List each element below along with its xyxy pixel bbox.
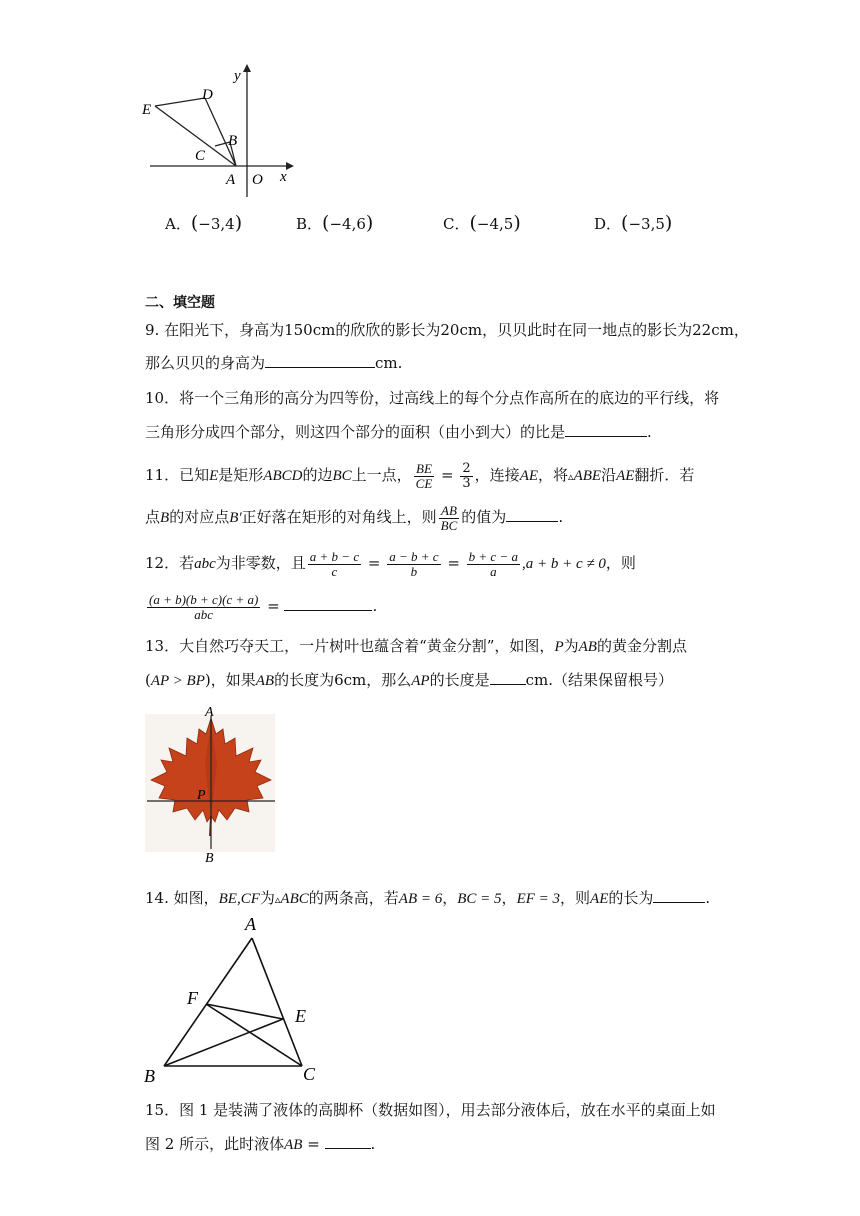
leaf-label-P: P <box>197 788 206 803</box>
q9-answer-blank[interactable] <box>265 353 375 368</box>
leaf-label-B: B <box>205 851 214 866</box>
label-A: A <box>226 172 236 188</box>
q10-line2: 三角形分成四个部分，则这四个部分的面积（由小到大）的比是 . <box>145 423 652 441</box>
q13-line1: 13．大自然巧夺天工，一片树叶也蕴含着“黄金分割”，如图，P为AB的黄金分割点 <box>145 637 687 655</box>
q15-line1: 15．图 1 是装满了液体的高脚杯（数据如图），用去部分液体后，放在水平的桌面上如 <box>145 1101 716 1119</box>
tri-label-A: A <box>245 914 256 934</box>
q11-line1: 11．已知E是矩形ABCD的边BC上一点， $\frac{BE}{CE}$ = $\frac{2}{3}$ ，连接AE，将▵ABE沿AE翻折．若 <box>145 460 695 491</box>
tri-label-F: F <box>187 988 198 1008</box>
q13-answer-blank[interactable] <box>490 670 526 685</box>
q9-line2: 那么贝贝的身高为 cm. <box>145 354 403 372</box>
maple-leaf-figure <box>143 704 279 866</box>
q13-line2: (AP > BP)，如果AB的长度为6cm，那么AP的长度是 cm.（结果保留根号） <box>145 671 674 689</box>
label-D: D <box>202 87 213 103</box>
q12-line2: $\frac{(a + b)(b + c)(c + a)}{\text{abc}}$ = . <box>149 591 378 622</box>
label-E: E <box>142 102 152 118</box>
coordinate-figure <box>140 62 300 202</box>
q12-line1: 12．若abc为非零数，且 $\frac{a + b - c}{c}$ = $\frac{a - b + c}{b}$ = $\frac{b + c - a}{a}$ ,a + b + c ≠ 0，则 <box>145 548 636 579</box>
q14-answer-blank[interactable] <box>653 888 705 903</box>
option-c: C．(−4,5) <box>443 212 521 234</box>
q12-answer-blank[interactable] <box>284 596 372 611</box>
q11-line2: 点B的对应点B′正好落在矩形的对角线上，则 $\frac{AB}{BC}$ 的值为 . <box>145 502 564 533</box>
q15-answer-blank[interactable] <box>325 1134 371 1149</box>
q11-answer-blank[interactable] <box>506 507 558 522</box>
option-d: D．(−3,5) <box>594 212 673 234</box>
label-x: x <box>280 169 287 185</box>
label-B: B <box>228 133 238 149</box>
option-a: A．(−3,4) <box>165 212 243 234</box>
q9-line1: 9. 在阳光下，身高为150cm的欣欣的影长为20cm，贝贝此时在同一地点的影长为22cm， <box>145 321 749 339</box>
q10-answer-blank[interactable] <box>565 422 647 437</box>
tri-label-B: B <box>144 1066 155 1086</box>
q14-line: 14. 如图，BE,CF为▵ABC的两条高，若AB = 6，BC = 5，EF = 3，则AE的长为 . <box>145 889 711 907</box>
q15-line2: 图 2 所示，此时液体AB = . <box>145 1135 376 1153</box>
tri-label-C: C <box>303 1064 316 1084</box>
label-C: C <box>195 148 206 164</box>
label-y: y <box>234 68 241 84</box>
section-title: 二、填空题 <box>145 295 215 311</box>
triangle-figure <box>140 910 330 1090</box>
leaf-label-A: A <box>205 705 214 720</box>
label-O: O <box>252 172 263 188</box>
tri-label-E: E <box>295 1006 306 1026</box>
option-b: B．(−4,6) <box>296 212 374 234</box>
q10-line1: 10．将一个三角形的高分为四等份，过高线上的每个分点作高所在的底边的平行线，将 <box>145 389 720 407</box>
